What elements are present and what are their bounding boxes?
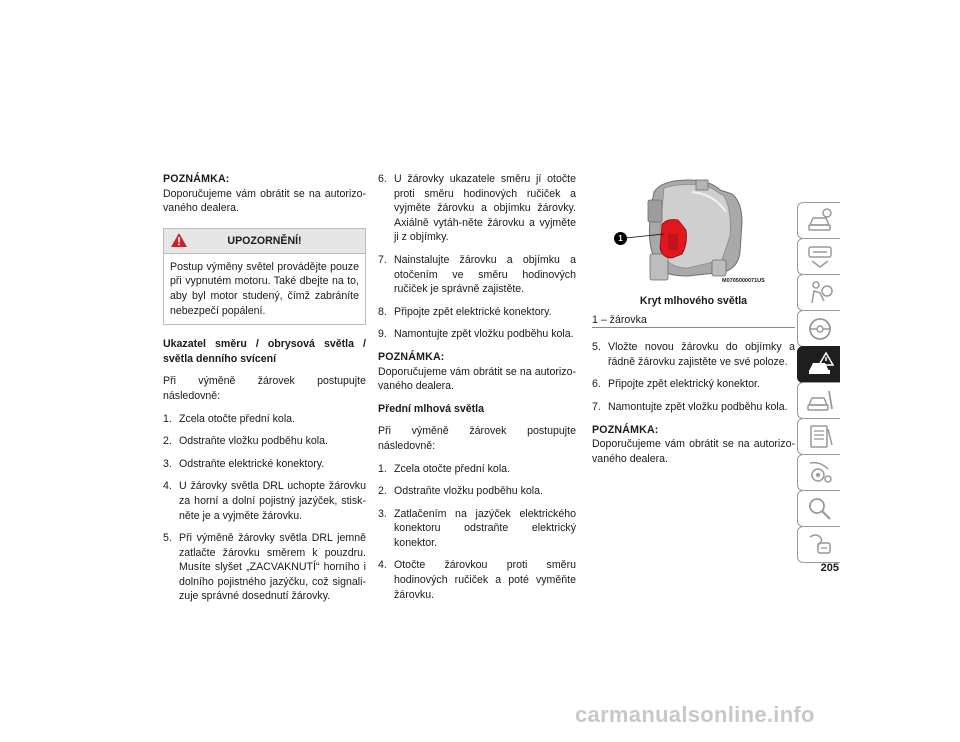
list-item [163, 531, 366, 604]
list-item [378, 253, 576, 297]
search-index-icon [806, 495, 834, 522]
step-text: Zatlačením na jazýček elektrického konektoru odstraňte elektrický konektor. [394, 507, 576, 549]
step-number: 3. [378, 507, 387, 520]
step-number: 7. [378, 253, 387, 266]
step-number: 4. [378, 559, 387, 572]
step-list [378, 462, 576, 603]
intro-text: Při výměně žárovek postupujte následovně: [163, 375, 366, 402]
list-item [163, 457, 366, 472]
figure-fog-light [592, 172, 795, 290]
step-text: Namontujte zpět vložku podběhu kola. [608, 400, 788, 413]
step-number: 6. [378, 173, 387, 185]
step-number: 1. [378, 462, 387, 475]
dashboard-message-icon [806, 243, 834, 270]
step-text: Zcela otočte přední kola. [394, 462, 511, 475]
step-text: Připojte zpět elektrický konektor. [608, 378, 760, 391]
car-info-icon [806, 207, 834, 234]
list-item [378, 462, 576, 477]
step-text: U žárovky světla DRL uchopte žárovku za horní a dolní pojistný jazýček, stisk-něte je a vyjměte žárovku. [179, 480, 366, 522]
tab-multimedia[interactable] [797, 454, 840, 491]
warning-text: Postup výměny světel provádějte pouze při vypnutém motoru. Také dbejte na to, aby byl motor studený, čímž zabráníte nebezpečí popálení. [170, 260, 359, 317]
list-item [378, 327, 576, 342]
list-item [378, 484, 576, 499]
list-item [378, 172, 576, 245]
tab-language[interactable] [797, 526, 840, 563]
step-number: 5. [592, 341, 601, 354]
intro-text: Při výměně žárovek postupujte následovně: [378, 425, 576, 452]
tab-emergency[interactable] [797, 346, 840, 383]
note-heading: POZNÁMKA: [163, 173, 230, 185]
step-number: 7. [592, 400, 601, 413]
step-text: Zcela otočte přední kola. [179, 412, 296, 425]
step-number: 3. [163, 457, 172, 470]
step-list [592, 340, 795, 414]
service-car-tools-icon [806, 387, 834, 414]
safety-airbag-icon [806, 279, 834, 306]
list-item [592, 400, 795, 415]
list-item [163, 479, 366, 523]
list-item [592, 340, 795, 369]
step-text: Odstraňte vložku podběhu kola. [179, 435, 328, 448]
maintenance-list-icon [806, 423, 834, 450]
step-number: 9. [378, 328, 387, 341]
step-number: 2. [378, 485, 387, 498]
step-number: 2. [163, 435, 172, 448]
step-text: Odstraňte elektrické konektory. [179, 457, 325, 470]
column-right [592, 172, 795, 474]
note-text: Doporučujeme vám obrátit se na autorizo-vaného dealera. [592, 438, 795, 465]
callout-number: 1 [618, 234, 623, 243]
section-heading: Ukazatel směru / obrysová světla / světla denního svícení [163, 338, 366, 365]
figure-legend: 1 – žárovka [592, 313, 647, 326]
step-text: Otočte žárovkou proti směru hodinových ručiček a poté vyměňte žárovku. [394, 559, 576, 601]
step-text: Nainstalujte žárovku a objímku a otočením ve směru hodinových ručiček je správně zajistěte. [394, 253, 576, 296]
legend-divider [592, 327, 795, 328]
tab-safety[interactable] [797, 274, 840, 311]
step-text: Odstraňte vložku podběhu kola. [394, 485, 543, 498]
step-text: Namontujte zpět vložku podběhu kola. [394, 328, 574, 341]
multimedia-icon [806, 459, 834, 486]
list-item [163, 434, 366, 449]
column-left [163, 172, 366, 612]
tab-dashboard[interactable] [797, 238, 840, 275]
figure-caption: Kryt mlhového světla [639, 295, 748, 307]
note-text: Doporučujeme vám obrátit se na autorizo-vaného dealera. [378, 365, 576, 393]
list-item [378, 507, 576, 551]
step-number: 5. [163, 532, 172, 545]
tab-specifications[interactable] [797, 418, 840, 455]
list-item [163, 412, 366, 427]
warning-box [163, 228, 366, 325]
step-text: Při výměně žárovky světla DRL jemně zatlačte žárovku směrem k pouzdru. Musíte slyšet „ZACVAKNUTÍ“ horního i dolního pojistného jazýčku, což signali-zuje správné dosednutí žárovky. [179, 532, 366, 603]
step-text: U žárovky ukazatele směru jí otočte proti směru hodinových ručiček a vyjměte žárovku a objímku žárovky. Axiálně vytáh-něte žárovku a vyjměte ji z objímky. [394, 173, 576, 244]
step-list [163, 412, 366, 605]
list-item [378, 305, 576, 320]
tab-driving[interactable] [797, 310, 840, 347]
column-middle [378, 172, 576, 610]
figure-code: M0705000071US [722, 278, 765, 284]
step-number: 8. [378, 305, 387, 318]
step-text: Připojte zpět elektrické konektory. [394, 305, 552, 318]
list-item [592, 377, 795, 392]
page-number: 205 [820, 562, 839, 574]
fog-light-housing-image [592, 172, 795, 290]
steering-wheel-icon [806, 315, 834, 342]
warning-header [164, 229, 365, 254]
language-icon [806, 531, 834, 558]
roadside-hazard-icon [806, 351, 834, 378]
warning-title: UPOZORNĚNÍ! [227, 234, 302, 247]
section-heading: Přední mlhová světla [378, 402, 484, 415]
note-text: Doporučujeme vám obrátit se na autorizo-vaného dealera. [163, 187, 366, 215]
tab-index[interactable] [797, 490, 840, 527]
step-number: 1. [163, 412, 172, 425]
watermark-text: carmanualsonline.info [575, 702, 815, 727]
note-heading: POZNÁMKA: [378, 350, 445, 363]
tab-car-info[interactable] [797, 202, 840, 239]
step-list [378, 172, 576, 342]
step-text: Vložte novou žárovku do objímky a řádně žárovku zajistěte ve své poloze. [608, 341, 795, 368]
callout-badge [614, 232, 627, 245]
step-number: 4. [163, 480, 172, 493]
step-number: 6. [592, 378, 601, 391]
tab-service[interactable] [797, 382, 840, 419]
note-heading: POZNÁMKA: [592, 423, 659, 436]
list-item [378, 558, 576, 602]
